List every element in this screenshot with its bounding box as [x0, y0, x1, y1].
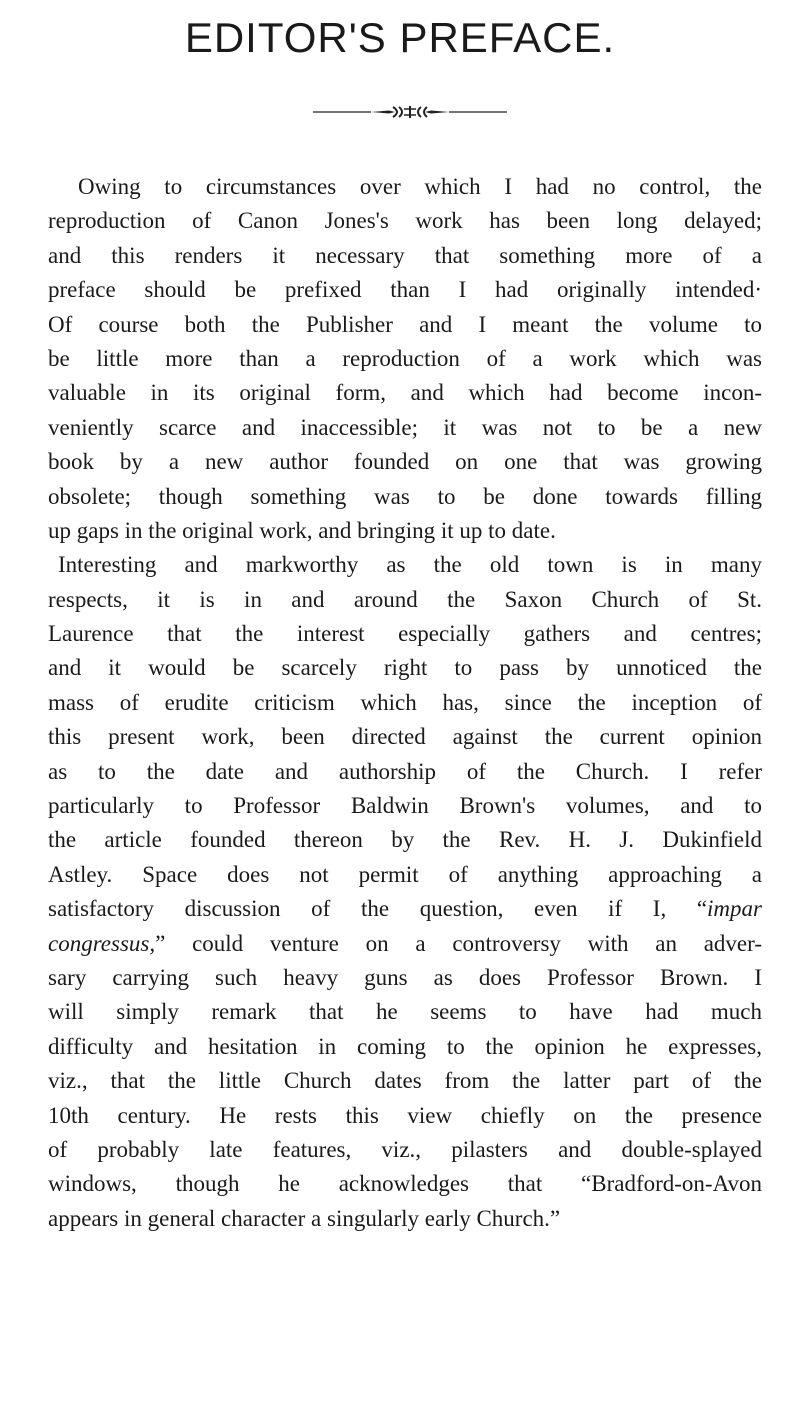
text-line	[48, 204, 762, 238]
text-span: preface should be prefixed than I had originally intended·	[48, 277, 762, 303]
text-line	[48, 239, 762, 273]
text-span: sary carrying such heavy guns as does Professor Brown. I	[48, 964, 762, 990]
text-line	[48, 1133, 762, 1167]
text-line	[48, 548, 762, 582]
text-span: up gaps in the original work, and bringing it up to date.	[48, 517, 556, 543]
page-title: EDITOR'S PREFACE.	[184, 14, 616, 61]
text-span: valuable in its original form, and which had become incon-	[48, 380, 762, 406]
text-line	[48, 686, 762, 720]
fleuron-rule-icon	[313, 104, 507, 120]
text-line	[48, 1064, 762, 1098]
text-span: as to the date and authorship of the Church. I refer	[48, 758, 762, 784]
preface-text	[48, 170, 762, 1236]
text-span: viz., that the little Church dates from the latter part of the	[48, 1068, 762, 1094]
text-line	[48, 755, 762, 789]
text-span: Owing to circumstances over which I had no control, the	[78, 174, 762, 199]
text-line	[48, 789, 762, 823]
text-line	[48, 170, 762, 204]
text-span: obsolete; though something was to be done towards filling	[48, 483, 762, 509]
text-span: Interesting and markworthy as the old town is in many	[58, 552, 762, 578]
text-line	[48, 858, 762, 892]
text-line	[48, 1030, 762, 1064]
text-line	[48, 376, 762, 410]
text-line	[48, 651, 762, 685]
text-span: satisfactory discussion of the question, even if I, “	[48, 896, 708, 922]
text-line	[48, 342, 762, 376]
text-span: Astley. Space does not permit of anything approaching a	[48, 861, 762, 887]
text-span: mass of erudite criticism which has, since the inception of	[48, 689, 762, 715]
text-line	[48, 411, 762, 445]
text-span: be little more than a reproduction of a work which was	[48, 345, 762, 371]
text-span: Laurence that the interest especially gathers and centres;	[48, 621, 762, 647]
text-span: and this renders it necessary that something more of a	[48, 242, 762, 268]
text-line	[48, 823, 762, 857]
text-line	[48, 1099, 762, 1133]
text-span: difficulty and hesitation in coming to the opinion he expresses,	[48, 1033, 762, 1059]
text-line	[48, 720, 762, 754]
text-line	[48, 927, 762, 961]
text-span: respects, it is in and around the Saxon Church of St.	[48, 586, 762, 612]
text-line	[48, 617, 762, 651]
text-span: the article founded thereon by the Rev. H. J. Dukinfield	[48, 827, 762, 853]
text-span: 10th century. He rests this view chiefly on the presence	[48, 1102, 762, 1128]
italic-text: congressus,	[48, 930, 156, 956]
text-span: windows, though he acknowledges that “Bradford-on-Avon	[48, 1171, 762, 1197]
text-line	[48, 961, 762, 995]
text-line	[48, 445, 762, 479]
text-span: reproduction of Canon Jones's work has been long delayed;	[48, 208, 762, 234]
text-line	[48, 480, 762, 514]
text-span: of probably late features, viz., pilasters and double-splayed	[48, 1136, 762, 1162]
italic-text: impar	[707, 896, 762, 922]
text-line	[48, 1167, 762, 1201]
text-line	[48, 892, 762, 926]
text-span: veniently scarce and inaccessible; it was not to be a new	[48, 414, 762, 440]
text-line	[48, 514, 762, 548]
text-line	[48, 583, 762, 617]
text-span: appears in general character a singularly early Church.”	[48, 1205, 561, 1231]
text-span: book by a new author founded on one that was growing	[48, 449, 762, 475]
text-span: this present work, been directed against the current opinion	[48, 724, 762, 750]
text-span: particularly to Professor Baldwin Brown's volumes, and to	[48, 793, 762, 819]
text-span: Of course both the Publisher and I meant the volume to	[48, 311, 762, 337]
text-line	[48, 273, 762, 307]
text-span: will simply remark that he seems to have had much	[48, 999, 762, 1025]
text-line	[48, 1202, 762, 1236]
text-span: ” could venture on a controversy with an adver-	[155, 930, 762, 956]
text-line	[48, 995, 762, 1029]
text-span: and it would be scarcely right to pass by unnoticed the	[48, 655, 762, 681]
text-line	[48, 308, 762, 342]
